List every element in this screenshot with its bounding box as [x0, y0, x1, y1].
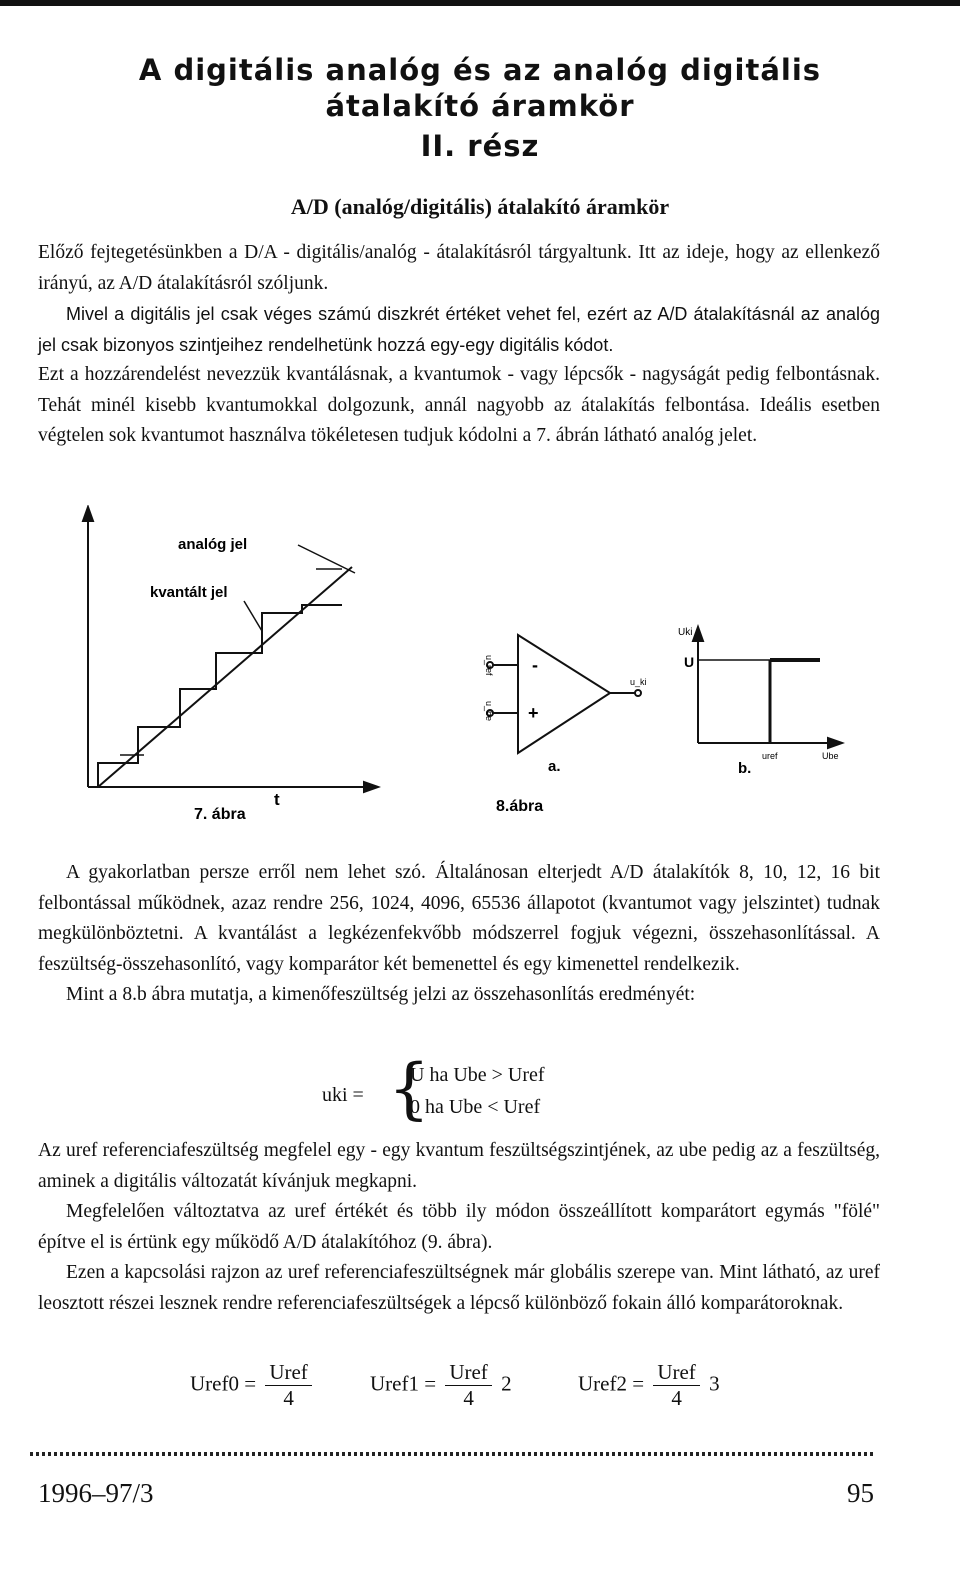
formula-brace: {	[388, 1050, 430, 1127]
body3-p2: Megfelelően változtatva az uref értékét és több ily módon összeállított komparátort egymás "fölé" építve el is értünk egy működő A/D átalakítóhoz (9. ábra).	[38, 1201, 880, 1253]
body3-p1: Az uref referenciafeszültség megfelel egy - egy kvantum feszültségszintjének, az ube pedig az a feszültség, aminek a digitális változatát kívánjuk megkapni.	[38, 1140, 880, 1192]
formula-case-1: U ha Ube > Uref	[410, 1064, 545, 1086]
fig8-label-a: a.	[548, 758, 561, 775]
body3-p3: Ezen a kapcsolási rajzon az uref referenciafeszültségnek már globális szerepe van. Mint látható, az uref leosztott részei lesznek rendre referenciafeszültségek a lépcső különböző fokain álló komparátoroknak.	[38, 1262, 880, 1314]
fig8-ube-label: u_be	[484, 701, 494, 722]
fig8-label-b: b.	[738, 760, 752, 777]
intro-paragraphs	[38, 238, 880, 452]
fig8-opamp-triangle	[518, 635, 610, 753]
body-paragraphs-2	[38, 858, 880, 1011]
title-line-2: átalakító áramkör	[325, 89, 635, 123]
fig8-graph-uaxis: Uki	[678, 627, 693, 638]
title-line-3: II. rész	[420, 129, 540, 163]
footer-divider	[30, 1452, 876, 1456]
fig7-x-arrow	[364, 782, 378, 792]
ref-equation-0: Uref0 = $\frac{\text{Uref}}{4}$	[190, 1360, 316, 1411]
formula-case-2: 0 ha Ube < Uref	[410, 1096, 541, 1118]
formula-lhs: uki =	[322, 1084, 364, 1106]
fig8-minus: -	[532, 655, 538, 675]
fig7-label-analog: analóg jel	[178, 536, 248, 553]
figure-8	[470, 615, 870, 835]
fig7-quantized-line	[98, 605, 342, 787]
body-paragraphs-3	[38, 1136, 880, 1319]
intro-p1: Előző fejtegetésünkben a D/A - digitális/analóg - átalakításról tárgyaltunk. Itt az ideje, hogy az ellenkező irányú, az A/D átalakításról szóljunk.	[38, 242, 880, 294]
body2-p2: Mint a 8.b ábra mutatja, a kimenőfeszültség jelzi az összehasonlítás eredményét:	[66, 984, 696, 1005]
fig7-y-arrow	[83, 507, 93, 521]
fig7-label-quant: kvantált jel	[150, 584, 228, 601]
title-line-1: A digitális analóg és az analóg digitális	[138, 53, 822, 87]
ref-equation-1: Uref1 = $\frac{\text{Uref}}{4}$ 2	[370, 1360, 512, 1410]
fig8-graph-u: U	[684, 654, 695, 670]
fig8-uref-label: u_ref	[484, 655, 494, 676]
section-subtitle: A/D (analóg/digitális) átalakító áramkör	[290, 194, 670, 219]
intro-p2: Mivel a digitális jel csak véges számú diszkrét értéket vehet fel, ezért az A/D átalakításnál az analóg jel csak bizonyos szintjeihez rendelhetünk hozzá egy-egy digitális kódot.	[38, 304, 880, 355]
fig7-caption: 7. ábra	[194, 806, 246, 823]
fig7-axis-t: t	[274, 790, 280, 809]
issue-number: 1996–97/3	[38, 1478, 154, 1508]
uki-formula	[310, 1050, 630, 1132]
figure-7	[80, 505, 400, 835]
fig8-uki-label: u_ki	[630, 677, 647, 687]
intro-p3: Ezt a hozzárendelést nevezzük kvantálásnak, a kvantumok - vagy lépcsők - nagyságát pedig felbontásnak. Tehát minél kisebb kvantumokkal dolgozunk, annál nagyobb az átalakítás felbontása. Ideális esetben végtelen sok kvantumot használva tökéletesen tudjuk kódolni a 7. ábrán látható analóg jelet.	[38, 364, 880, 446]
page-number: 95	[847, 1478, 874, 1508]
fig8-graph-uref: uref	[762, 751, 778, 761]
ref-equation-2: Uref2 = $\frac{\text{Uref}}{4}$ 3	[578, 1360, 720, 1410]
fig8-graph-ube: Ube	[822, 751, 839, 761]
fig8-plus: +	[528, 703, 539, 723]
article-title	[60, 52, 900, 164]
body2-p1: A gyakorlatban persze erről nem lehet szó. Általánosan elterjedt A/D átalakítók 8, 10, 12, 16 bit felbontással működnek, azaz rendre 256, 1024, 4096, 65536 állapotot (kvantumot vagy jelszintet) tudnak megkülönböztetni. A kvantálást a legkézenfekvőbb módszerrel fogjuk végezni, összehasonlítással. A feszültség-összehasonlító, vagy komparátor két bemenettel és egy kimenettel rendelkezik.	[38, 862, 880, 975]
top-rule	[0, 0, 960, 6]
fig8-caption: 8.ábra	[496, 798, 544, 815]
fig7-pointer-quant	[244, 601, 262, 631]
